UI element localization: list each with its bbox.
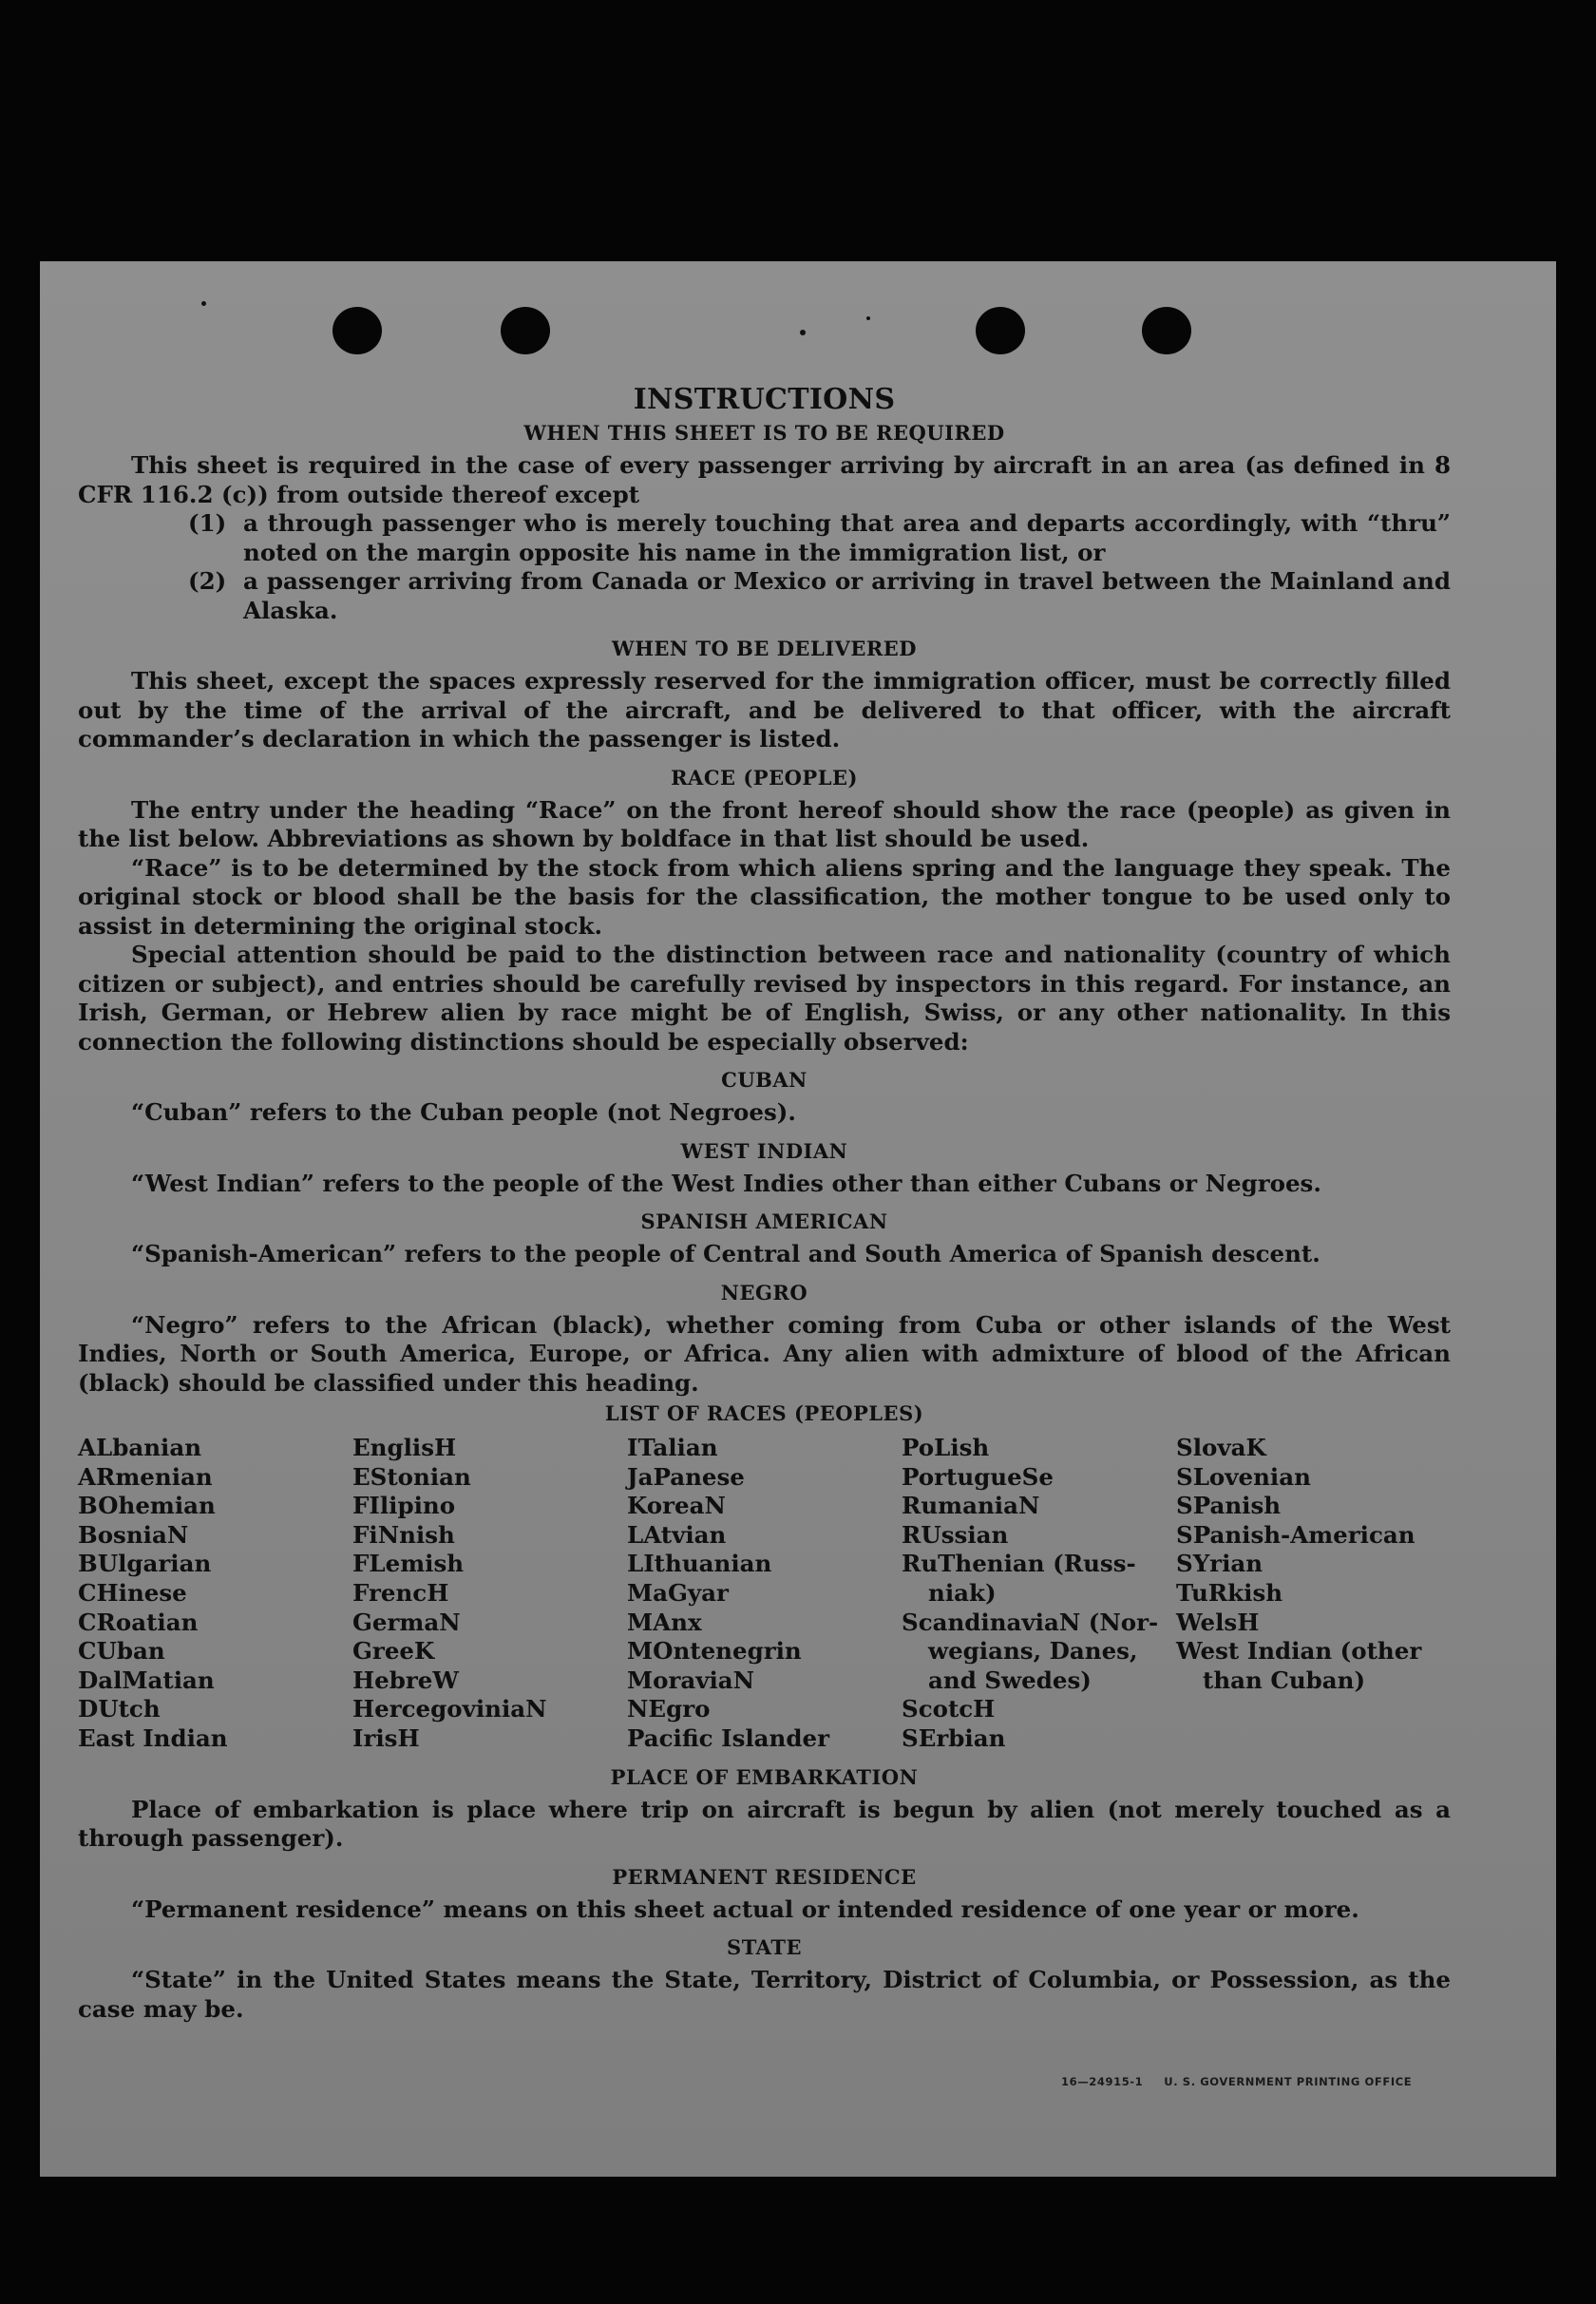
race-item: HercegoviniaN bbox=[352, 1695, 547, 1723]
race-column-2 bbox=[352, 1434, 627, 1754]
race-column-3 bbox=[627, 1434, 902, 1754]
page-title: INSTRUCTIONS bbox=[633, 383, 896, 416]
race-item: FLemish bbox=[352, 1550, 465, 1578]
race-item: FiNnish bbox=[352, 1520, 455, 1549]
race-item: ScandinaviaN (Nor- bbox=[902, 1608, 1159, 1636]
document-sheet bbox=[40, 261, 1556, 2177]
race-item: ARmenian bbox=[78, 1462, 213, 1491]
race-item: West Indian (other bbox=[1176, 1637, 1422, 1666]
race-item: niak) bbox=[928, 1578, 997, 1607]
race-item: WelsH bbox=[1176, 1608, 1260, 1636]
race-item: Pacific Islander bbox=[627, 1723, 829, 1752]
race-item: wegians, Danes, bbox=[928, 1637, 1138, 1666]
spanish-american-text: “Spanish-American” refers to the people of Central and South America of Spanish descent. bbox=[131, 1240, 1320, 1267]
race-column-5 bbox=[1176, 1434, 1451, 1754]
race-item: MaGyar bbox=[627, 1578, 729, 1607]
printer-name: U. S. GOVERNMENT PRINTING OFFICE bbox=[1164, 2075, 1413, 2088]
section-heading-required: WHEN THIS SHEET IS TO BE REQUIRED bbox=[523, 421, 1005, 445]
race-item: SPanish bbox=[1176, 1492, 1282, 1520]
race-item: DalMatian bbox=[78, 1666, 215, 1694]
race-item: KoreaN bbox=[627, 1492, 726, 1520]
race-item: SlovaK bbox=[1176, 1434, 1266, 1461]
required-item-2: (2) a passenger arriving from Canada or Mexico or arriving in travel between the Mainland and Alaska. bbox=[188, 567, 1451, 624]
race-item: NEgro bbox=[627, 1695, 711, 1723]
negro-text: “Negro” refers to the African (black), whether coming from Cuba or other islands of the West Indies, North or South America, Europe, or Africa. Any alien with admixture of blood of the African (black) should be classified under this heading. bbox=[78, 1310, 1451, 1397]
race-item: LAtvian bbox=[627, 1520, 727, 1549]
speck bbox=[800, 330, 806, 335]
state-text: “State” in the United States means the State, Territory, District of Columbia, or Possession, as the case may be. bbox=[78, 1966, 1451, 2023]
race-paragraph-3: Special attention should be paid to the distinction between race and nationality (country of which citizen or subject), and entries should be carefully revised by inspectors in this regard. For instance, an Irish, German, or Hebrew alien by race might be of English, Swiss, or any other nationality. In this connection the following distinctions should be especially observed: bbox=[78, 941, 1451, 1056]
section-heading-cuban: CUBAN bbox=[721, 1068, 808, 1092]
race-item: MoraviaN bbox=[627, 1666, 755, 1694]
section-heading-state: STATE bbox=[727, 1935, 802, 1960]
race-item: ALbanian bbox=[78, 1434, 202, 1461]
race-item: SYrian bbox=[1176, 1550, 1264, 1578]
speck bbox=[201, 301, 206, 306]
section-heading-race-list: LIST OF RACES (PEOPLES) bbox=[604, 1401, 924, 1425]
race-paragraph-2: “Race” is to be determined by the stock from which aliens spring and the language they speak. The original stock or blood shall be the basis for the classification, the mother tongue to be used only to assist in determining the original stock. bbox=[78, 853, 1451, 940]
section-heading-spanish-american: SPANISH AMERICAN bbox=[640, 1209, 888, 1233]
race-item: SLovenian bbox=[1176, 1462, 1311, 1491]
section-heading-delivered: WHEN TO BE DELIVERED bbox=[611, 637, 917, 660]
race-item: DUtch bbox=[78, 1695, 161, 1723]
required-item-1: (1) a through passenger who is merely touching that area and departs accordingly, with “thru” noted on the margin opposite his name in the immigration list, or bbox=[188, 509, 1451, 566]
race-item: TuRkish bbox=[1176, 1578, 1283, 1607]
section-heading-negro: NEGRO bbox=[720, 1280, 808, 1304]
race-item: GermaN bbox=[352, 1608, 461, 1636]
race-item: EnglisH bbox=[352, 1434, 457, 1461]
residence-text: “Permanent residence” means on this sheet actual or intended residence of one year or more. bbox=[131, 1895, 1359, 1923]
race-item: IrisH bbox=[352, 1723, 420, 1752]
section-heading-west-indian: WEST INDIAN bbox=[680, 1138, 848, 1163]
race-item: RUssian bbox=[902, 1520, 1009, 1549]
west-indian-text: “West Indian” refers to the people of the West Indies other than either Cubans or Negroes. bbox=[131, 1169, 1321, 1197]
section-heading-embarkation: PLACE OF EMBARKATION bbox=[610, 1764, 919, 1789]
punch-hole bbox=[501, 307, 550, 354]
race-item: ITalian bbox=[627, 1434, 718, 1461]
race-item: JaPanese bbox=[627, 1462, 745, 1491]
race-item: RuThenian (Russ- bbox=[902, 1550, 1136, 1578]
race-item: BUlgarian bbox=[78, 1550, 212, 1578]
race-item: LIthuanian bbox=[627, 1550, 772, 1578]
race-item: HebreW bbox=[352, 1666, 459, 1694]
instructions-content bbox=[78, 383, 1451, 2024]
race-item: CRoatian bbox=[78, 1608, 199, 1636]
race-item: SErbian bbox=[902, 1723, 1006, 1752]
punch-hole bbox=[976, 307, 1025, 354]
race-item: RumaniaN bbox=[902, 1492, 1040, 1520]
race-item: EStonian bbox=[352, 1462, 471, 1491]
race-item: and Swedes) bbox=[928, 1666, 1092, 1694]
race-item: MAnx bbox=[627, 1608, 702, 1636]
race-item: BOhemian bbox=[78, 1492, 216, 1520]
cuban-text: “Cuban” refers to the Cuban people (not Negroes). bbox=[131, 1098, 796, 1126]
embarkation-text: Place of embarkation is place where trip on aircraft is begun by alien (not merely touched as a through passenger). bbox=[78, 1795, 1451, 1853]
race-item: than Cuban) bbox=[1203, 1666, 1366, 1694]
race-item: GreeK bbox=[352, 1637, 435, 1666]
printer-footer bbox=[1061, 2075, 1433, 2088]
race-item: SPanish-American bbox=[1176, 1520, 1416, 1549]
section-heading-race: RACE (PEOPLE) bbox=[671, 765, 858, 790]
race-item: East Indian bbox=[78, 1723, 228, 1752]
race-item: CHinese bbox=[78, 1578, 187, 1607]
speck bbox=[866, 316, 870, 320]
form-number: 16—24915-1 bbox=[1061, 2075, 1144, 2088]
race-item: FrencH bbox=[352, 1578, 449, 1607]
race-item: PoLish bbox=[902, 1434, 990, 1461]
race-item: BosniaN bbox=[78, 1520, 189, 1549]
race-paragraph-1: The entry under the heading “Race” on the front hereof should show the race (people) as given in the list below. Abbreviations as shown by boldface in that list should be used. bbox=[78, 795, 1451, 852]
race-item: ScotcH bbox=[902, 1695, 996, 1723]
race-item: CUban bbox=[78, 1637, 165, 1666]
race-column-1 bbox=[78, 1434, 352, 1754]
required-intro: This sheet is required in the case of every passenger arriving by aircraft in an area (as defined in 8 CFR 116.2 (c)) from outside thereof except bbox=[78, 451, 1451, 508]
race-column-4 bbox=[902, 1434, 1176, 1754]
race-item: MOntenegrin bbox=[627, 1637, 802, 1666]
delivered-text: This sheet, except the spaces expressly reserved for the immigration officer, must be correctly filled out by the time of the arrival of the aircraft, and be delivered to that officer, with the aircraft commander’s declaration in which the passenger is listed. bbox=[78, 667, 1451, 752]
section-heading-residence: PERMANENT RESIDENCE bbox=[612, 1864, 917, 1889]
race-item: FIlipino bbox=[352, 1492, 456, 1520]
race-item: PortugueSe bbox=[902, 1462, 1054, 1491]
punch-hole bbox=[1142, 307, 1191, 354]
race-list bbox=[78, 1434, 1451, 1754]
punch-hole bbox=[332, 307, 382, 354]
